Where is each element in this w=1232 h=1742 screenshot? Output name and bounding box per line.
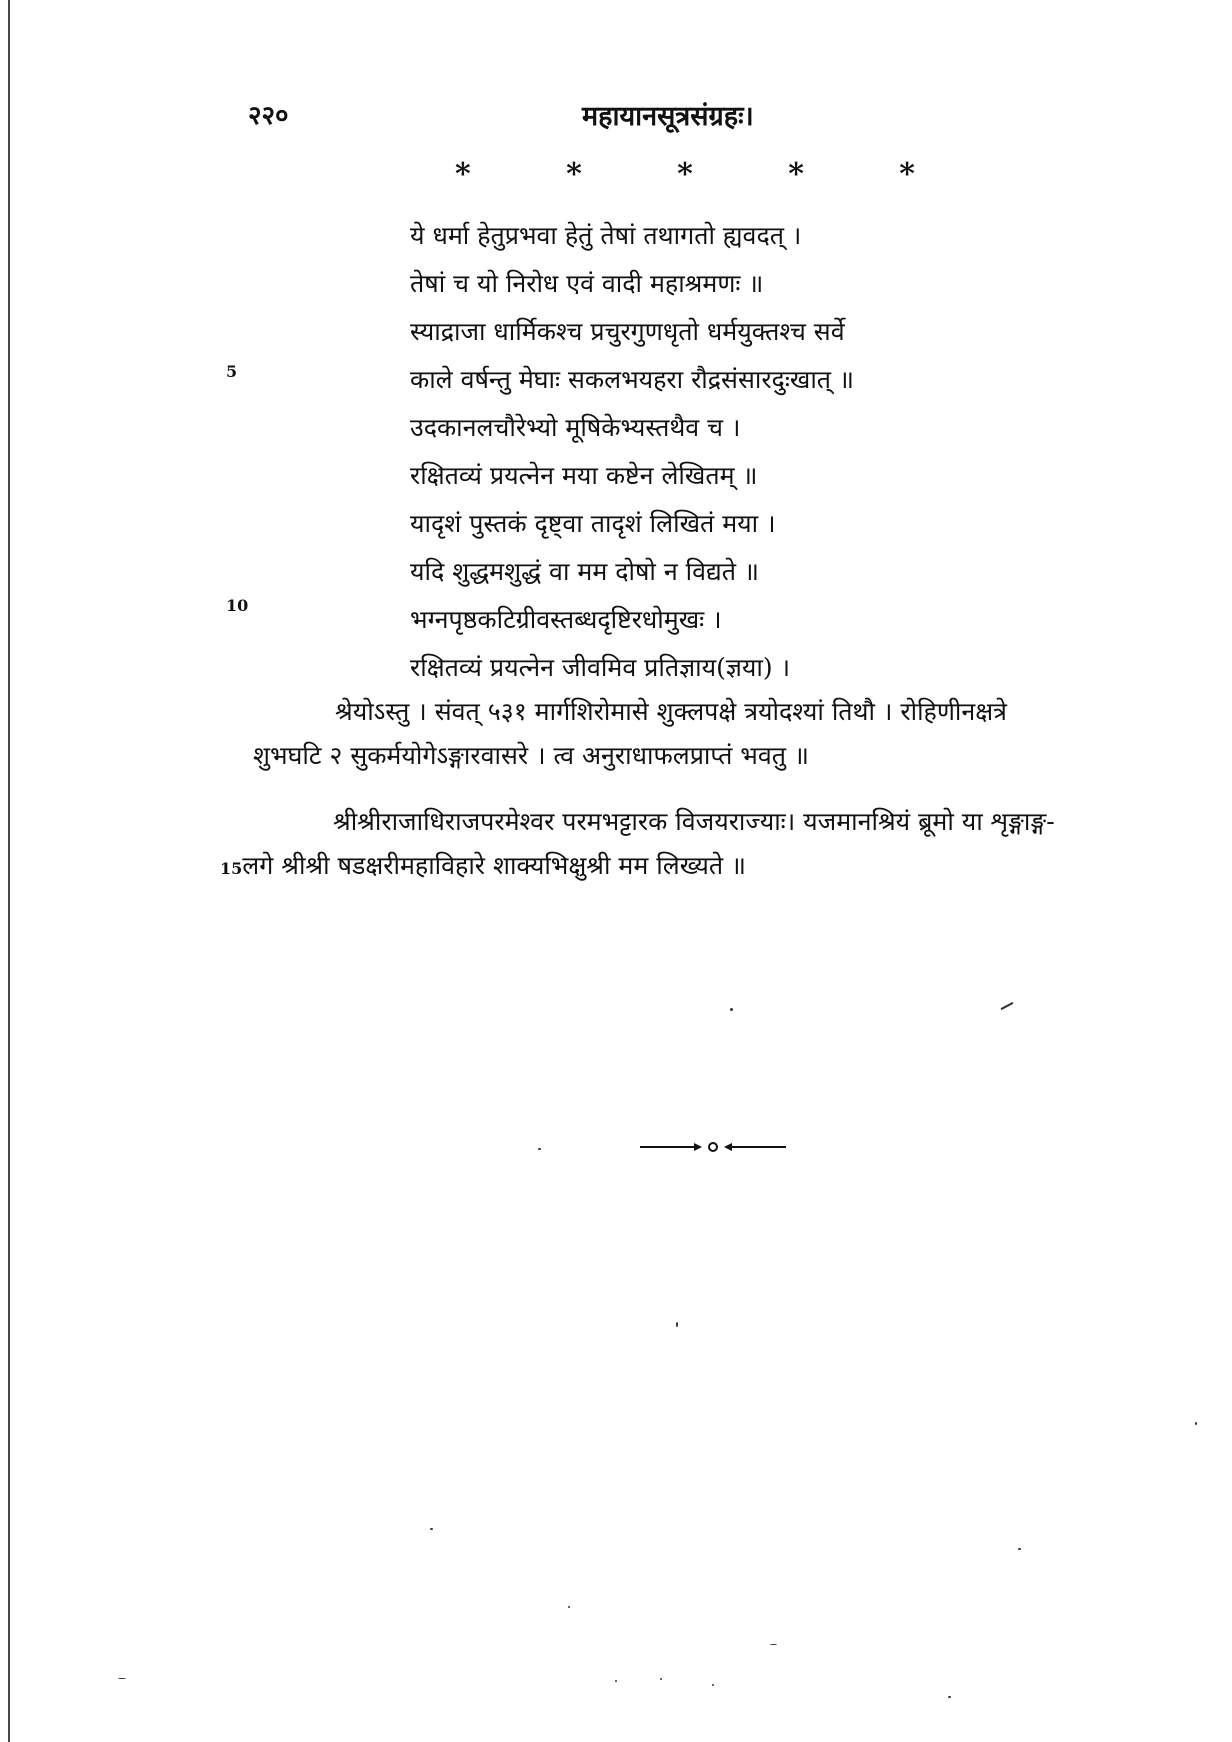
verse-line: तेषां च यो निरोध एवं वादी महाश्रमणः ॥ [410,269,764,298]
star-divider [455,157,915,192]
running-title: महायानसूत्रसंग्रहः। [582,101,754,132]
colophon-paragraph-1 [245,690,1165,778]
colophon-line: श्रेयोऽस्तु । संवत् ५३१ मार्गशिरोमासे शुक्लपक्षे त्रयोदश्यां तिथौ । रोहिणीनक्षत्रे [335,697,1007,726]
star-glyph: * [788,157,804,192]
scan-edge-line [8,0,10,1742]
scan-speck [712,1684,714,1686]
scan-speck [568,1606,570,1608]
colophon-line-with-number [220,844,1140,891]
star-glyph: * [899,157,915,192]
scan-speck [730,1008,733,1011]
verse-line: यदि शुद्धमशुद्धं वा मम दोषो न विद्यते ॥ [410,557,759,586]
verse-line: ये धर्मा हेतुप्रभवा हेतुं तेषां तथागतो ह्यवदत् । [410,221,802,250]
scan-speck [1018,1548,1021,1550]
colophon-line: शुभघटि २ सुकर्मयोगेऽङ्गारवासरे । त्व अनुराधाफलप्राप्तं भवतु ॥ [253,741,809,770]
verse-line: उदकानलचौरेभ्यो मूषिकेभ्यस्तथैव च । [410,413,741,442]
line-number-10: 10 [226,596,249,615]
star-glyph: * [677,157,693,192]
colophon-line: श्रीश्रीराजाधिराजपरमेश्वर परमभट्टारक विजयराज्याः। यजमानश्रियं ब्रूमो या शृङ्गाङ्ग- [333,807,1055,836]
verse-line: रक्षितव्यं प्रयत्नेन मया कष्टेन लेखितम् ॥ [410,461,758,490]
scan-speck [538,1148,541,1150]
verse-line: यादृशं पुस्तकं दृष्ट्वा तादृशं लिखितं मया । [410,509,776,538]
star-glyph: * [455,157,471,192]
line-number-15: 15 [220,859,243,878]
verse-line: काले वर्षन्तु मेघाः सकलभयहरा रौद्रसंसारदुःखात् ॥ [410,365,854,394]
colophon-line: लगे श्रीश्री षडक्षरीमहाविहारे शाक्यभिक्षुश्री मम लिख्यते ॥ [242,851,746,880]
scan-speck [1000,1002,1013,1010]
verse-line: रक्षितव्यं प्रयत्नेन जीवमिव प्रतिज्ञाय(ज्ञया) । [410,653,791,682]
end-ornament-icon [638,1140,788,1154]
line-number-5: 5 [226,362,238,381]
scan-speck [660,1678,662,1680]
colophon-paragraph-2 [220,800,1140,891]
scan-speck [118,1678,126,1679]
scan-speck [430,1528,433,1530]
scan-speck [1195,1422,1197,1425]
scan-speck [615,1680,617,1682]
scan-speck [948,1696,951,1698]
verse-block [410,212,1130,692]
scan-speck [770,1644,777,1645]
page-number: २२० [248,101,289,131]
star-glyph: * [566,157,582,192]
scan-speck [676,1322,678,1327]
verse-line: स्याद्राजा धार्मिकश्च प्रचुरगुणधृतो धर्मयुक्तश्च सर्वे [410,317,845,346]
verse-line: भग्नपृष्ठकटिग्रीवस्तब्धदृष्टिरधोमुखः । [410,605,722,634]
